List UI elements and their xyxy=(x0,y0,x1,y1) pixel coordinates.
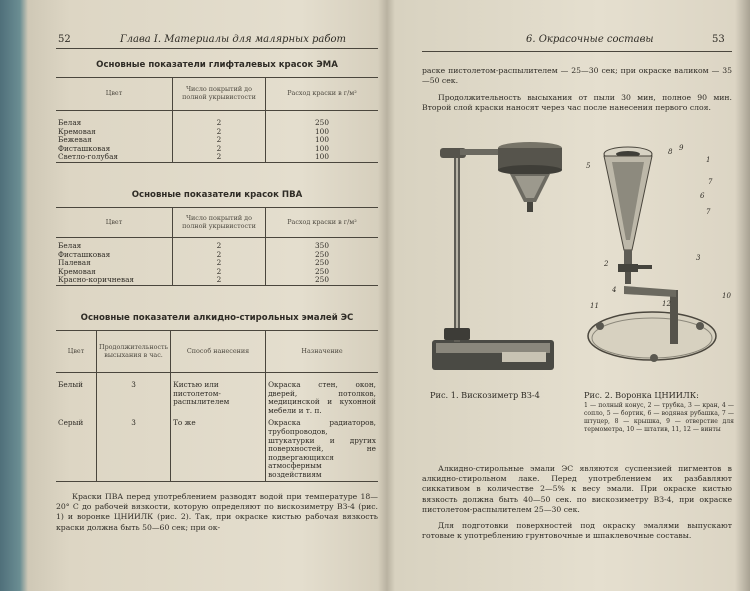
callout-label: 9 xyxy=(679,144,684,152)
right-bottom-text-2: Для подготовки поверхностей под окраску эмалями выпускают готовые к употреблению грунтовочные и шпаклевочные составы. xyxy=(422,521,732,541)
callout-label: 3 xyxy=(696,254,701,262)
table1-header-consumption: Расход краски в г/м² xyxy=(266,78,379,111)
table1-header-coats: Число покрытий до полной укрывистости xyxy=(173,78,266,111)
callout-label: 8 xyxy=(668,148,673,156)
right-top-text-2: Продолжительность высыхания от пыли 30 мин, полное 90 мин. Второй слой краски наносят через час после нанесения первого слоя. xyxy=(422,93,732,113)
page-number-left: 52 xyxy=(58,34,71,45)
table1-header-color: Цвет xyxy=(56,78,173,111)
funnel-figure xyxy=(584,140,734,380)
table3-header-method: Способ нанесения xyxy=(171,331,266,373)
callout-label: 7 xyxy=(706,208,711,216)
header-rule-left xyxy=(56,48,378,49)
table-row: Фисташковая 2 250 xyxy=(56,251,378,260)
page-number-right: 53 xyxy=(712,34,725,45)
callout-label: 10 xyxy=(722,292,731,300)
viscometer-figure xyxy=(430,140,565,380)
table2 xyxy=(56,207,378,286)
table2-header-coats: Число покрытий до полной укрывистости xyxy=(173,208,266,238)
callout-label: 5 xyxy=(586,162,591,170)
callout-label: 1 xyxy=(706,156,711,164)
fig1-caption: Рис. 1. Вискозиметр ВЗ-4 xyxy=(430,390,540,400)
callout-label: 4 xyxy=(612,286,617,294)
callout-label: 2 xyxy=(604,260,609,268)
running-head-right: 6. Окрасочные составы xyxy=(526,34,654,45)
table3-header-drying: Продолжительность высыхания в час. xyxy=(97,331,171,373)
left-page xyxy=(28,0,380,591)
right-page xyxy=(392,0,742,591)
table1-title: Основные показатели глифталевых красок ЭМА xyxy=(96,60,338,70)
table-row: Палевая 2 250 xyxy=(56,259,378,268)
table-row: Серый 3 То же Окраска радиаторов, трубопроводов, штукатурки и других поверхностей, не подвергающихся атмосферным воздействиям xyxy=(56,415,378,482)
table2-title: Основные показатели красок ПВА xyxy=(131,190,303,200)
callout-label: 11 xyxy=(590,302,599,310)
header-rule-right xyxy=(422,51,732,52)
table3-header-purpose: Назначение xyxy=(266,331,378,373)
callout-label: 7 xyxy=(708,178,713,186)
right-bottom-text-1: Алкидно-стирольные эмали ЭС являются суспензией пигментов в алкидно-стирольном лаке. Перед употреблением их разбавляют сиккативом в количестве 2—5% к весу эмали. При окраске кистью вязкость должна быть 40—50 сек. по вискозиметру ВЗ-4, при окраске пистолетом-распылителем 25—30 сек. xyxy=(422,464,732,514)
table3-title: Основные показатели алкидно-стирольных эмалей ЭС xyxy=(80,313,354,323)
fig2-caption: Рис. 2. Воронка ЦНИИЛК: xyxy=(584,390,699,400)
table-row: Белая 2 250 xyxy=(56,119,378,128)
table-row: Фисташковая 2 100 xyxy=(56,145,378,154)
table3-header-color: Цвет xyxy=(56,331,97,373)
table-row: Белый 3 Кистью или пистолетом-распылителем Окраска стен, окон, дверей, потолков, медицинской и кухонной мебели и т. п. xyxy=(56,373,378,416)
left-paragraph: Краски ПВА перед употреблением разводят водой при температуре 18—20° С до рабочей вязкости, которую определяют по вискозиметру ВЗ-4 (рис. 1) и воронке ЦНИИЛК (рис. 2). Так, при окраске кистью рабочая вязкость краски должна быть 50—60 сек; при ок- xyxy=(56,492,378,532)
table2-header-consumption: Расход краски в г/м² xyxy=(266,208,379,238)
callout-label: 12 xyxy=(662,300,671,308)
right-top-text-1: раске пистолетом-распылителем — 25—30 сек; при окраске валиком — 35—50 сек. xyxy=(422,66,732,86)
table2-header-color: Цвет xyxy=(56,208,173,238)
table-row: Бежевая 2 100 xyxy=(56,136,378,145)
table1 xyxy=(56,77,378,163)
table-row: Светло-голубая 2 100 xyxy=(56,153,378,162)
fig2-legend: 1 — полный конус, 2 — трубка, 3 — кран, 4 — сопло, 5 — бортик, 6 — водяная рубашка, 7 — штуцер, 8 — крышка, 9 — отверстие для термометра, 10 — штатив, 11, 12 — винты xyxy=(584,402,734,433)
table-row: Белая 2 350 xyxy=(56,242,378,251)
table-row: Кремовая 2 250 xyxy=(56,268,378,277)
table-row: Красно-коричневая 2 250 xyxy=(56,276,378,285)
running-head-left: Глава I. Материалы для малярных работ xyxy=(120,34,346,45)
table3 xyxy=(56,330,378,482)
callout-label: 6 xyxy=(700,192,705,200)
table-row: Кремовая 2 100 xyxy=(56,128,378,137)
